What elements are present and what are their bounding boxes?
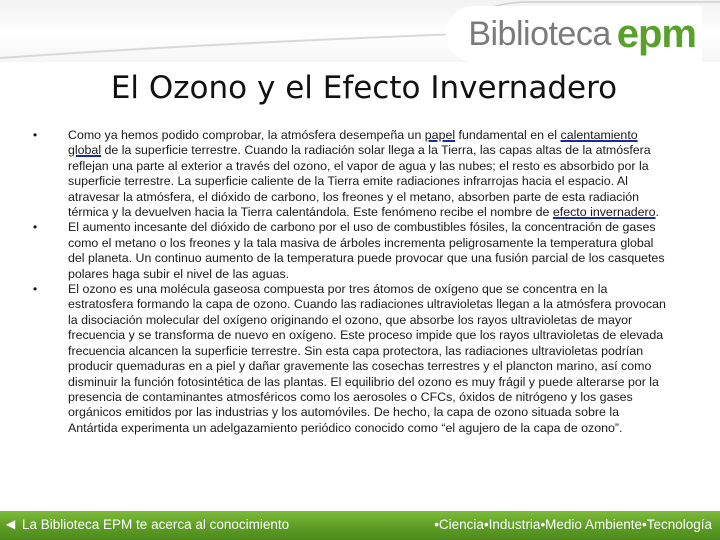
bullet-item — [30, 282, 670, 436]
bullet-list — [30, 128, 670, 436]
footer-topics: •Ciencia•Industria•Medio Ambiente•Tecnología — [434, 517, 712, 532]
efecto-invernadero-link[interactable]: efecto invernadero — [552, 205, 656, 220]
bullet-text-part: Como ya hemos podido comprobar, la atmósfera desempeña un — [68, 128, 425, 142]
bullet-text: El aumento incesante del dióxido de carbono por el uso de combustibles fósiles, la concentración de gases como el metano o los freones y la tala masiva de árboles incrementa peligrosamente la temperatura global del planeta. Un continuo aumento de la temperatura puede provocar que una fusión parcial de los casquetes polares haga subir el nivel de las aguas. — [68, 220, 665, 281]
logo-word: Biblioteca — [468, 14, 611, 53]
bullet-text: El ozono es una molécula gaseosa compuesta por tres átomos de oxígeno que se concentra en la estratosfera formando la capa de ozono. Cuando las radiaciones ultravioletas llegan a la atmósfera provocan la disociación molecular del oxígeno originando el ozono, que absorbe los rayos ultravioletas de mayor frecuencia y se transforma de nuevo en oxígeno. Este proceso impide que los rayos ultravioletas de elevada frecuencia alcancen la superficie terrestre. Sin esta capa protectora, las radiaciones ultravioletas podrían producir quemaduras en a piel y dañar gravemente las cosechas terrestres y el plancton marino, así como disminuir la función fotosintética de las plantas. El equilibrio del ozono es muy frágil y puede alterarse por la presencia de contaminantes atmosféricos como los aerosoles o CFCs, óxidos de nitrógeno y los gases orgánicos emitidos por las industrias y los automóviles. De hecho, la capa de ozono situada sobre la Antártida experimenta un adelgazamiento periódico conocido como “el agujero de la capa de ozono”. — [68, 282, 666, 435]
bullet-dot: • — [32, 282, 38, 297]
bullet-text-part: fundamental en el — [455, 128, 561, 142]
bullet-dot: • — [32, 220, 38, 235]
bullet-text-part: de la superficie terrestre. Cuando la radiación solar llega a la Tierra, las capas altas de la atmósfera reflejan una parte al exterior a través del ozono, el vapor de agua y las nubes; el resto es absorbido por la superficie terrestre. La superficie caliente de la Tierra emite radiaciones infrarrojas hacia el espacio. Al atravesar la atmósfera, el dióxido de carbono, los freones y el metano, absorben parte de esta radiación térmica y la devuelven hacia la Tierra calentándola. Este fenómeno recibe el nombre de — [68, 143, 651, 220]
logo-brand: epm — [616, 11, 696, 56]
biblioteca-epm-logo — [446, 6, 702, 62]
slide-content — [30, 128, 670, 436]
calentamiento-global-link[interactable]: calentamiento global — [68, 128, 638, 158]
footer-slogan: La Biblioteca EPM te acerca al conocimiento — [22, 517, 290, 532]
arrow-icon: ◀ — [6, 517, 16, 531]
bullet-item — [30, 128, 670, 220]
papel-link[interactable]: papel — [424, 128, 456, 142]
slide-title: El Ozono y el Efecto Invernadero — [110, 70, 618, 106]
bullet-dot: • — [32, 128, 38, 142]
bullet-text-part: . — [655, 205, 659, 220]
footer-bar — [0, 511, 720, 540]
bullet-item — [30, 220, 670, 282]
